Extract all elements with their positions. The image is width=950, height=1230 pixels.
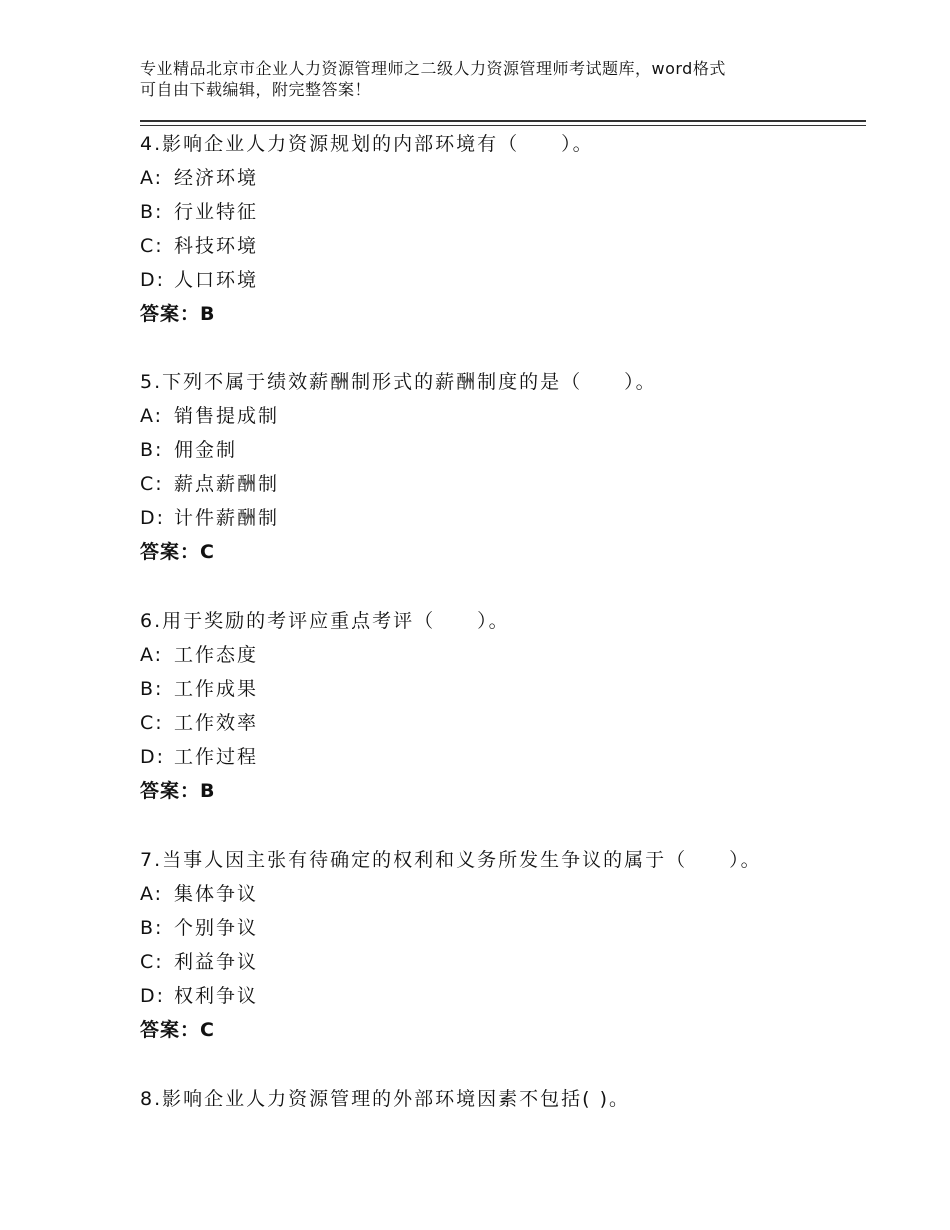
option-text: 权利争议 — [174, 985, 259, 1007]
option-b — [140, 911, 866, 945]
document-header — [140, 58, 820, 100]
option-text: 工作过程 — [174, 746, 259, 768]
option-c — [140, 467, 866, 501]
option-key: B: — [140, 917, 164, 939]
option-a — [140, 161, 866, 195]
option-text: 工作成果 — [174, 678, 259, 700]
option-c — [140, 945, 866, 979]
option-d — [140, 740, 866, 774]
option-key: B: — [140, 439, 164, 461]
option-text: 薪点薪酬制 — [174, 473, 280, 495]
option-a — [140, 399, 866, 433]
option-b — [140, 195, 866, 229]
option-text: 集体争议 — [174, 883, 259, 905]
option-key: C: — [140, 712, 164, 734]
question-stem: 4.影响企业人力资源规划的内部环境有（ ）。 — [140, 133, 594, 155]
option-d — [140, 979, 866, 1013]
answer-label: 答案：B — [140, 303, 216, 325]
option-text: 个别争议 — [174, 917, 259, 939]
option-key: A: — [140, 883, 164, 905]
option-text: 人口环境 — [174, 269, 259, 291]
option-a — [140, 638, 866, 672]
option-text: 计件薪酬制 — [174, 507, 280, 529]
option-text: 销售提成制 — [174, 405, 280, 427]
option-key: A: — [140, 644, 164, 666]
option-c — [140, 229, 866, 263]
option-key: B: — [140, 678, 164, 700]
answer-label: 答案：C — [140, 541, 215, 563]
option-key: D: — [140, 985, 166, 1007]
question-block — [140, 365, 866, 569]
option-key: D: — [140, 507, 166, 529]
header-divider-thick — [140, 120, 866, 122]
option-text: 行业特征 — [174, 201, 259, 223]
option-d — [140, 263, 866, 297]
option-key: D: — [140, 746, 166, 768]
question-block — [140, 843, 866, 1047]
option-key: C: — [140, 473, 164, 495]
header-divider-thin — [140, 125, 866, 126]
option-text: 科技环境 — [174, 235, 259, 257]
option-text: 利益争议 — [174, 951, 259, 973]
question-block — [140, 127, 866, 331]
option-key: A: — [140, 405, 164, 427]
option-text: 工作态度 — [174, 644, 259, 666]
option-key: A: — [140, 167, 164, 189]
option-b — [140, 433, 866, 467]
option-c — [140, 706, 866, 740]
question-block — [140, 1082, 866, 1116]
option-a — [140, 877, 866, 911]
question-stem: 6.用于奖励的考评应重点考评（ ）。 — [140, 610, 510, 632]
option-text: 佣金制 — [174, 439, 238, 461]
option-key: C: — [140, 951, 164, 973]
header-line-1: 专业精品北京市企业人力资源管理师之二级人力资源管理师考试题库，word格式 — [140, 59, 726, 78]
option-key: B: — [140, 201, 164, 223]
option-key: C: — [140, 235, 164, 257]
question-stem: 7.当事人因主张有待确定的权利和义务所发生争议的属于（ ）。 — [140, 849, 762, 871]
question-stem: 5.下列不属于绩效薪酬制形式的薪酬制度的是（ ）。 — [140, 371, 657, 393]
answer-label: 答案：C — [140, 1019, 215, 1041]
option-d — [140, 501, 866, 535]
option-key: D: — [140, 269, 166, 291]
question-block — [140, 604, 866, 808]
question-stem: 8.影响企业人力资源管理的外部环境因素不包括( )。 — [140, 1088, 630, 1110]
option-text: 经济环境 — [174, 167, 259, 189]
option-b — [140, 672, 866, 706]
option-text: 工作效率 — [174, 712, 259, 734]
header-line-2: 可自由下载编辑，附完整答案！ — [140, 80, 372, 99]
answer-label: 答案：B — [140, 780, 216, 802]
